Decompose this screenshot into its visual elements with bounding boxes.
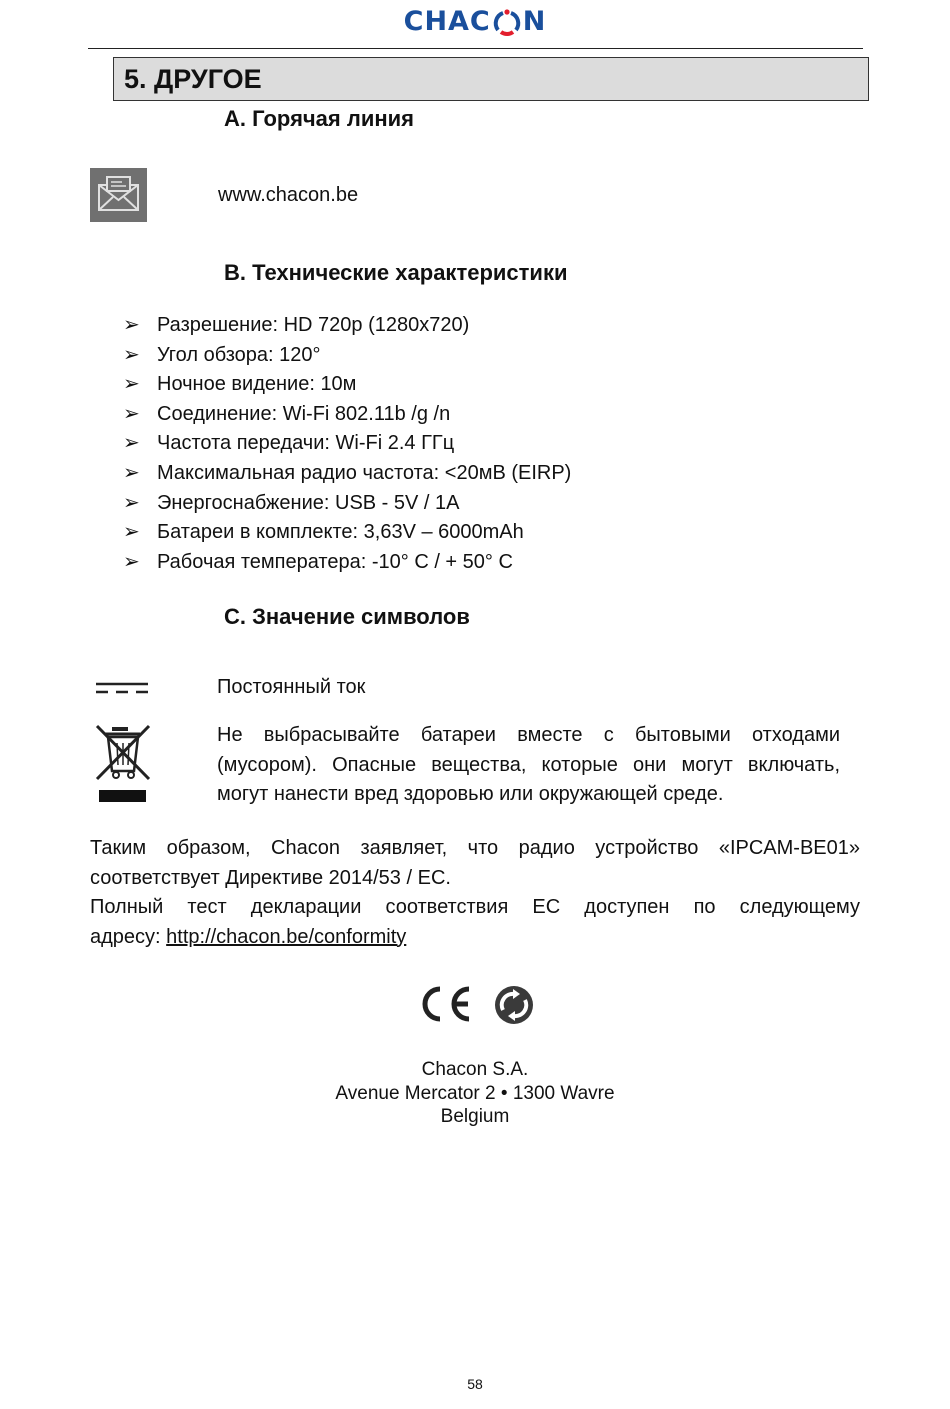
weee-description <box>217 721 840 810</box>
company-address <box>0 1058 950 1129</box>
logo-text-right: N <box>522 6 547 37</box>
arrow-bullet-icon: ➢ <box>123 491 140 514</box>
logo-o-icon <box>492 8 522 43</box>
logo-text-left: CHAC <box>403 6 491 37</box>
specs-heading: B. Технические характеристики <box>224 260 568 285</box>
spec-list <box>123 311 571 577</box>
arrow-bullet-icon: ➢ <box>123 432 140 455</box>
conformity-link[interactable]: http://chacon.be/conformity <box>166 925 407 948</box>
green-dot-icon <box>493 984 535 1031</box>
ce-mark-icon <box>416 984 472 1029</box>
spec-text: Соединение: Wi-Fi 802.11b /g /n <box>157 402 451 425</box>
weee-line-1: Не выбрасывайте батареи вместе с бытовыми отходами <box>217 724 840 746</box>
page-number: 58 <box>467 1376 483 1392</box>
spec-text: Частота передачи: Wi-Fi 2.4 ГГц <box>157 432 455 455</box>
arrow-bullet-icon: ➢ <box>123 550 140 573</box>
declaration-line-1: Таким образом, Chacon заявляет, что радио устройство «IPCAM-BE01» <box>90 837 860 859</box>
spec-text: Батареи в комплекте: 3,63V – 6000mAh <box>157 521 524 544</box>
section-title: 5. ДРУГОЕ <box>124 64 262 94</box>
list-item <box>123 459 571 489</box>
arrow-bullet-icon: ➢ <box>123 373 140 396</box>
arrow-bullet-icon: ➢ <box>123 521 140 544</box>
dc-description: Постоянный ток <box>217 676 366 698</box>
weee-line-3: могут нанести вред здоровью или окружающей среде. <box>217 783 724 805</box>
list-item <box>123 548 571 578</box>
spec-text: Максимальная радио частота: <20мВ (EIRP) <box>157 461 572 484</box>
spec-text: Угол обзора: 120° <box>157 343 321 366</box>
arrow-bullet-icon: ➢ <box>123 314 140 336</box>
declaration-line-4 <box>90 923 860 953</box>
section-title-box <box>113 57 869 101</box>
company-name: Chacon S.A. <box>421 1059 529 1080</box>
list-item <box>123 518 571 548</box>
list-item <box>123 311 571 341</box>
weee-line-2: (мусором). Опасные вещества, которые они могут включать, <box>217 753 840 776</box>
hotline-heading: A. Горячая линия <box>224 106 415 131</box>
direct-current-icon <box>95 681 149 700</box>
company-street: Avenue Mercator 2 • 1300 Wavre <box>335 1082 615 1104</box>
crossed-bin-icon <box>94 724 152 811</box>
declaration-line-2: соответствует Директиве 2014/53 / EC. <box>90 866 451 889</box>
declaration-paragraph <box>90 834 860 952</box>
envelope-icon <box>90 168 147 222</box>
spec-text: Рабочая температера: -10° C / + 50° C <box>157 550 513 573</box>
spec-text: Ночное видение: 10м <box>157 373 357 396</box>
spec-text: Разрешение: HD 720p (1280x720) <box>157 314 470 336</box>
address-prefix: адресу: <box>90 925 167 948</box>
company-country: Belgium <box>440 1106 510 1127</box>
list-item <box>123 429 571 459</box>
chacon-logo <box>0 6 950 42</box>
list-item <box>123 341 571 371</box>
list-item <box>123 370 571 400</box>
declaration-line-3: Полный тест декларации соответствия ЕС доступен по следующему <box>90 896 860 918</box>
hotline-url[interactable]: www.chacon.be <box>218 184 359 206</box>
list-item <box>123 400 571 430</box>
list-item <box>123 489 571 519</box>
arrow-bullet-icon: ➢ <box>123 343 140 366</box>
arrow-bullet-icon: ➢ <box>123 402 140 425</box>
arrow-bullet-icon: ➢ <box>123 461 140 484</box>
header-rule <box>88 48 863 49</box>
symbols-heading: C. Значение символов <box>224 604 470 629</box>
spec-text: Энергоснабжение: USB - 5V / 1A <box>157 491 460 514</box>
